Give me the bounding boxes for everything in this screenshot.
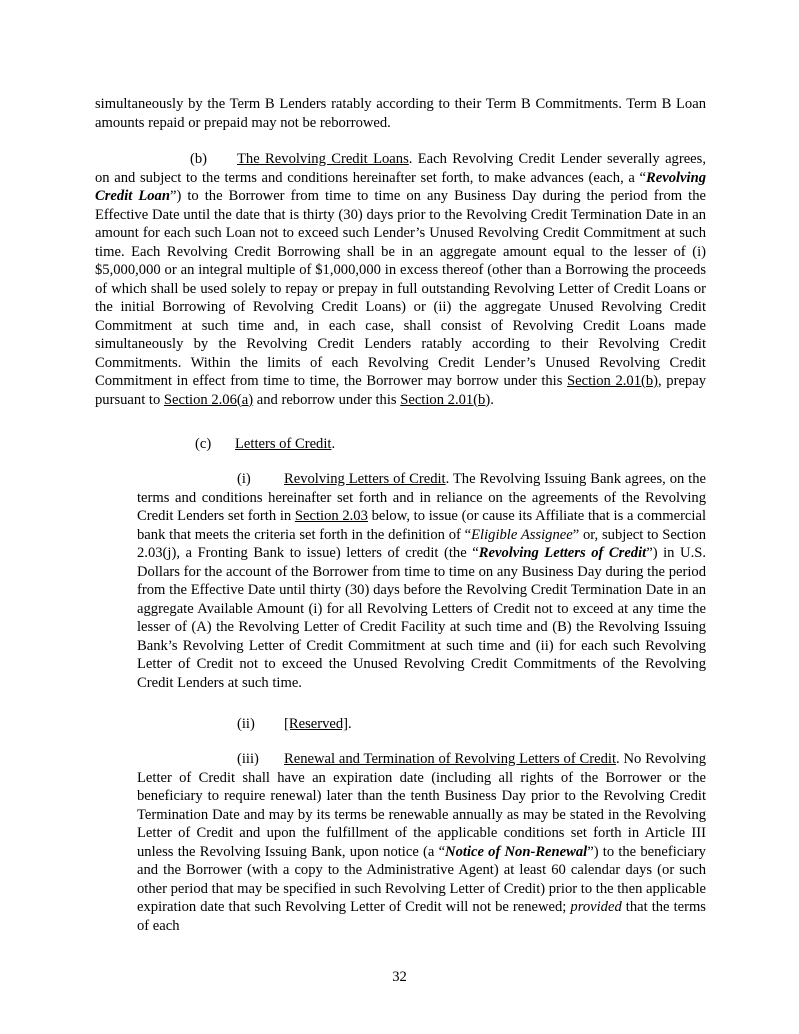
paragraph-b-text-2: ”) to the Borrower from time to time on any Business Day during the period from the Effective Date until the date that is thirty (30) days prior to the Revolving Credit Termination Date in an amount for each such Loan not to exceed such Lender’s Unused Revolving Credit Commitment at such time. Each Revolving Credit Borrowing shall be in an aggregate amount equal to the lesser of (i) $5,000,000 or an integral multiple of $1,000,000 in excess thereof (other than a Borrowing the proceeds of which shall be used solely to repay or prepay in full outstanding Revolving Letter of Credit Loans or the initial Borrowing of Revolving Credit Loans) or (ii) the aggregate Unused Revolving Credit Commitment at such time and, in each case, shall consist of Revolving Credit Loans made simultaneously by the Revolving Credit Lenders ratably according to their Revolving Credit Commitments. Within the limits of each Revolving Credit Lender’s Unused Revolving Credit Commitment in effect from time to time, the Borrower may borrow under this xyxy=(95,188,706,389)
paragraph-b-text-4: and reborrow under this xyxy=(253,391,401,408)
paragraph-c-iii-heading: Renewal and Termination of Revolving Letters of Credit xyxy=(284,751,617,767)
paragraph-c-iii-label: (iii) xyxy=(237,751,259,767)
paragraph-c-i-text-2: below, to issue (or cause its Affiliate that is a commercial bank that meets the criteria set forth in the definition of “ xyxy=(137,508,706,543)
paragraph-b-text-1: . Each Revolving Credit Lender severally agrees, on and subject to the terms and conditions hereinafter set forth, to make advances (each, a “ xyxy=(95,151,706,186)
paragraph-b-text-5: . xyxy=(490,391,494,408)
paragraph-c-i-defined-term: Revolving Letters of Credit xyxy=(478,545,647,561)
paragraph-c-iii-text-3: that the terms of each xyxy=(137,899,706,934)
paragraph-intro-text: simultaneously by the Term B Lenders ratably according to their Term B Commitments. Term B Loan amounts repaid or prepaid may not be reborrowed. xyxy=(95,96,706,131)
paragraph-c-i-text-1: . The Revolving Issuing Bank agrees, on the terms and conditions hereinafter set forth and in reliance on the agreements of the Revolving Credit Lenders set forth in xyxy=(137,471,707,524)
page-number: 32 xyxy=(392,969,407,985)
paragraph-b-revolving-credit-loans xyxy=(95,150,706,409)
paragraph-intro xyxy=(95,95,706,132)
paragraph-c-iii-italic-word: provided xyxy=(570,899,622,915)
paragraph-c-i-heading: Revolving Letters of Credit xyxy=(284,471,446,487)
paragraph-c-ii-text-1: . xyxy=(348,716,352,732)
paragraph-b-label: (b) xyxy=(190,151,208,167)
paragraph-c-i-italic-term: Eligible Assignee xyxy=(471,526,573,543)
paragraph-c-i-text-4: ”) in U.S. Dollars for the account of the Borrower from time to time on any Business Day during the period from the Effective Date until thirty (30) days before the Revolving Credit Termination Date in an aggregate Available Amount (i) for all Revolving Letters of Credit not to exceed at any time the lesser of (A) the Revolving Letter of Credit Facility at such time and (B) the Revolving Issuing Bank’s Revolving Letter of Credit Commitment at such time and (ii) for each such Revolving Letter of Credit not to exceed the Unused Revolving Credit Commitments of the Revolving Credit Lenders at such time. xyxy=(137,545,706,691)
paragraph-c-text-1: . xyxy=(331,436,336,452)
paragraph-c-iii-text-1: . No Revolving Letter of Credit shall have an expiration date (including all rights of the Borrower or the beneficiary to require renewal) later than the tenth Business Day prior to the Revolving Credit Termination Date and may by its terms be renewable annually as may be stated in the Revolving Letter of Credit and upon the fulfillment of the applicable conditions set forth in Article III unless the Revolving Issuing Bank, upon notice (a “ xyxy=(137,751,706,860)
paragraph-c-letters-of-credit xyxy=(95,435,706,454)
paragraph-c-heading: Letters of Credit xyxy=(235,436,332,452)
paragraph-c-i-label: (i) xyxy=(237,471,251,487)
paragraph-c-iii-defined-term: Notice of Non-Renewal xyxy=(445,843,588,860)
paragraph-c-label: (c) xyxy=(195,436,212,452)
paragraph-c-ii-label: (ii) xyxy=(237,716,255,732)
paragraph-b-heading: The Revolving Credit Loans xyxy=(237,151,409,167)
paragraph-c-ii-heading: [Reserved] xyxy=(284,716,349,732)
paragraph-b-defined-term: Revolving Credit Loan xyxy=(95,169,706,204)
paragraph-c-iii-renewal-and-termination xyxy=(137,750,706,935)
paragraph-c-iii-text-2: ”) to the beneficiary and the Borrower (with a copy to the Administrative Agent) at least 60 calendar days (or such other period that may be specified in such Revolving Letter of Credit) prior to the then applicable expiration date that such Revolving Letter of Credit will not be renewed; xyxy=(137,843,706,915)
paragraph-b-ref-section-2-06a: Section 2.06(a) xyxy=(163,391,254,408)
paragraph-b-ref-section-2-01b-first: Section 2.01(b) xyxy=(567,373,659,389)
paragraph-b-text-3: , prepay pursuant to xyxy=(95,373,706,408)
paragraph-c-i-revolving-letters-of-credit xyxy=(137,470,706,692)
paragraph-c-i-ref-section-2-03: Section 2.03 xyxy=(294,508,368,524)
paragraph-b-ref-section-2-01b-second: Section 2.01(b) xyxy=(400,391,491,408)
paragraph-c-ii-reserved xyxy=(137,715,706,734)
paragraph-c-i-text-3: ” or, subject to Section 2.03(j), a Fronting Bank to issue) letters of credit (the “ xyxy=(137,526,706,561)
